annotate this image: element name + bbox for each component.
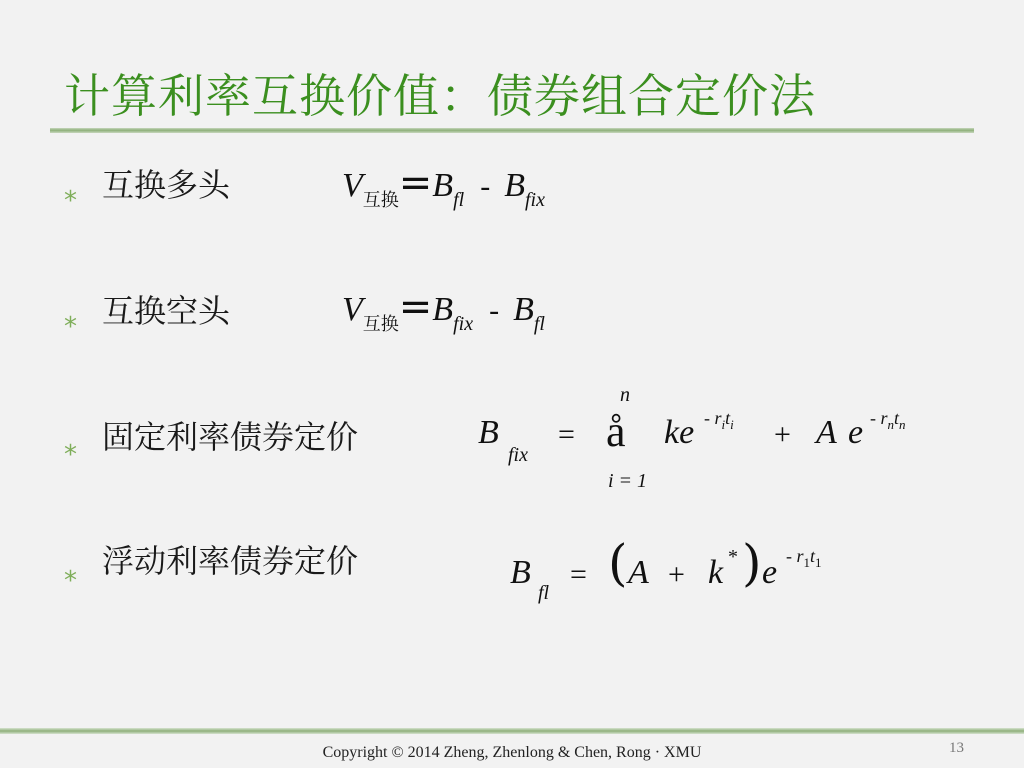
minus-sign: - — [489, 294, 500, 327]
var-B: B — [510, 554, 531, 591]
var-A: A — [816, 414, 837, 451]
var-V: V — [342, 291, 363, 328]
left-paren: ( — [608, 534, 628, 592]
var-V: V — [342, 167, 363, 204]
sub-fl: fl — [538, 582, 550, 604]
slide-title: 计算利率互换价值：债券组合定价法 — [64, 69, 816, 123]
exponent-2: - $r_nt_n$ — [870, 408, 906, 432]
bullet-marker: ⁎ — [64, 432, 77, 462]
exponent-float: - $r_1t_1$ — [786, 546, 822, 570]
sub-fl: fl — [453, 189, 465, 211]
formula-float-bond — [510, 532, 870, 612]
var-e: e — [762, 554, 778, 591]
equals-sign: = — [398, 160, 433, 206]
bullet-float-label: 浮动利率债券定价 — [102, 542, 359, 580]
sub-swap: 互换 — [362, 190, 399, 211]
sub-fix: fix — [524, 189, 545, 211]
k-star: * — [728, 546, 738, 568]
var-e: e — [848, 414, 864, 451]
right-paren: ) — [742, 534, 762, 592]
bullet-fixed-label: 固定利率债券定价 — [102, 418, 359, 456]
bullet-long-label: 互换多头 — [102, 166, 231, 204]
page-number: 13 — [949, 740, 964, 756]
footer-divider — [0, 728, 1024, 734]
var-B: B — [513, 291, 534, 328]
equals-sign: = — [398, 284, 433, 330]
var-B: B — [432, 167, 454, 204]
minus-sign: - — [480, 170, 491, 203]
copyright-text: Copyright © 2014 Zheng, Zhenlong & Chen, Rong · XMU — [322, 744, 702, 761]
formula-long — [342, 160, 545, 211]
bullet-marker: ⁎ — [64, 304, 77, 334]
formula-short — [342, 284, 545, 335]
var-B: B — [478, 414, 499, 451]
sub-swap: 互换 — [362, 314, 399, 335]
sub-fl: fl — [533, 313, 545, 335]
equals-sign: = — [570, 558, 587, 591]
bullet-short-label: 互换空头 — [102, 292, 231, 330]
plus-sign: + — [774, 418, 791, 451]
summation-symbol: å — [606, 407, 626, 456]
sum-lower-limit: i = 1 — [608, 470, 648, 492]
plus-sign: + — [668, 558, 685, 591]
sub-fix: fix — [453, 313, 474, 335]
var-A: A — [628, 554, 649, 591]
sub-fix: fix — [508, 444, 528, 466]
bullet-marker: ⁎ — [64, 178, 77, 208]
var-B: B — [504, 167, 525, 204]
var-k: k — [708, 554, 724, 591]
exponent-1: - $r_it_i$ — [704, 408, 734, 432]
sum-upper-limit: n — [620, 384, 630, 406]
var-B: B — [432, 291, 454, 328]
title-divider — [50, 128, 974, 133]
formula-fixed-bond — [478, 384, 938, 504]
term-ke: ke — [664, 414, 695, 451]
equals-sign: = — [558, 418, 575, 451]
bullet-marker: ⁎ — [64, 558, 77, 588]
